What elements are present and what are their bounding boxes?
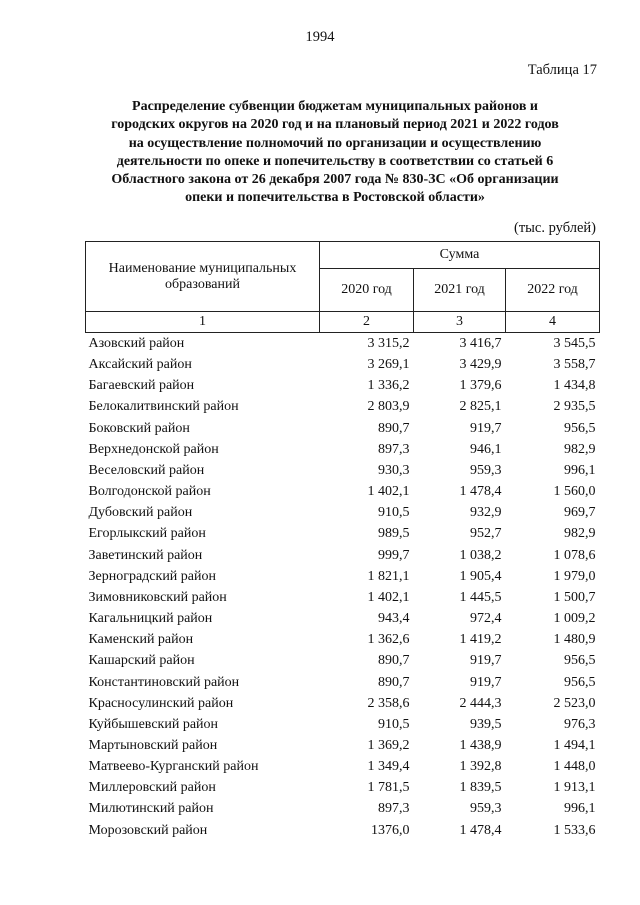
table-row: [86, 396, 600, 417]
district-name: Кашарский район: [88, 653, 195, 669]
table-row: [86, 418, 600, 439]
amount-2022: 1 009,2: [553, 611, 596, 627]
district-name: Азовский район: [88, 336, 185, 351]
district-name: Аксайский район: [88, 357, 192, 373]
table-row: [86, 439, 600, 460]
amount-2022: 2 523,0: [553, 695, 596, 711]
district-name: Кагальницкий район: [88, 611, 213, 627]
district-name: Волгодонской район: [88, 484, 211, 500]
district-name: Багаевский район: [88, 378, 195, 394]
amount-2020: 3 315,2: [367, 336, 410, 351]
table-row: [86, 481, 600, 502]
amount-2021: 946,1: [470, 441, 502, 457]
district-name: Куйбышевский район: [88, 716, 219, 732]
amount-2020: 1 362,6: [367, 632, 410, 648]
district-name: Белокалитвинский район: [88, 399, 239, 415]
district-name: Миллеровский район: [88, 780, 216, 796]
title-line: городских округов на 2020 год и на плановый период 2021 и 2022 годов: [111, 117, 559, 133]
amount-2021: 1 438,9: [459, 737, 502, 753]
table-row: [86, 566, 600, 587]
amount-2021: 1 839,5: [459, 780, 502, 796]
column-header-2021: 2021 год: [414, 269, 506, 312]
amount-2021: 3 429,9: [459, 357, 502, 373]
amount-2022: 1 078,6: [553, 547, 596, 563]
amount-2021: 1 478,4: [459, 822, 502, 838]
amount-2021: 1 419,2: [459, 632, 502, 648]
table-row: [86, 693, 600, 714]
column-header-2020: 2020 год: [320, 269, 414, 312]
table-row: [86, 756, 600, 777]
amount-2020: 1 402,1: [367, 589, 410, 605]
amount-2022: 956,5: [564, 674, 596, 690]
district-name: Константиновский район: [88, 674, 240, 690]
amount-2020: 897,3: [378, 441, 410, 457]
district-name: Веселовский район: [88, 462, 205, 478]
amount-2020: 910,5: [378, 716, 410, 732]
amount-2020: 1376,0: [371, 822, 410, 838]
amount-2020: 1 821,1: [367, 568, 410, 584]
column-header-2022: 2022 год: [506, 269, 600, 312]
amount-2020: 1 781,5: [367, 780, 410, 796]
subvention-table: [85, 241, 600, 841]
amount-2021: 1 905,4: [459, 568, 502, 584]
amount-2021: 972,4: [470, 611, 502, 627]
title-line: деятельности по опеке и попечительству в соответствии со статьей 6: [116, 153, 554, 169]
table-row: [86, 523, 600, 544]
column-number: 3: [414, 312, 506, 333]
amount-2021: 939,5: [470, 716, 502, 732]
amount-2021: 959,3: [470, 462, 502, 478]
amount-2021: 952,7: [470, 526, 502, 542]
amount-2022: 976,3: [564, 716, 596, 732]
amount-2021: 1 392,8: [459, 759, 502, 775]
table-row: [86, 460, 600, 481]
table-row: [86, 354, 600, 375]
amount-2020: 2 358,6: [367, 695, 410, 711]
amount-2022: 956,5: [564, 653, 596, 669]
amount-2021: 1 445,5: [459, 589, 502, 605]
amount-2022: 1 448,0: [553, 759, 596, 775]
amount-2022: 996,1: [564, 462, 596, 478]
amount-2021: 919,7: [470, 653, 502, 669]
amount-2020: 943,4: [378, 611, 410, 627]
amount-2022: 1 913,1: [553, 780, 596, 796]
table-row: [86, 777, 600, 798]
amount-2021: 1 478,4: [459, 484, 502, 500]
district-name: Зимовниковский район: [88, 589, 227, 605]
amount-2020: 3 269,1: [367, 357, 410, 373]
amount-2022: 3 545,5: [553, 336, 596, 351]
amount-2022: 1 533,6: [553, 822, 596, 838]
table-row: [86, 608, 600, 629]
table-row: [86, 375, 600, 396]
district-name: Зерноградский район: [88, 568, 216, 584]
table-body: [86, 333, 600, 841]
amount-2020: 2 803,9: [367, 399, 410, 415]
amount-2020: 890,7: [378, 653, 410, 669]
district-name: Морозовский район: [88, 822, 208, 838]
table-row: [86, 820, 600, 841]
amount-2020: 890,7: [378, 674, 410, 690]
table-label: Таблица 17: [527, 62, 597, 78]
district-name: Красносулинский район: [88, 695, 234, 711]
page-number: 1994: [305, 29, 335, 45]
amount-2022: 996,1: [564, 801, 596, 817]
amount-2020: 999,7: [378, 547, 410, 563]
amount-2021: 919,7: [470, 674, 502, 690]
amount-2022: 1 500,7: [553, 589, 596, 605]
table-row: [86, 333, 600, 355]
table-row: [86, 798, 600, 819]
amount-2021: 932,9: [470, 505, 502, 521]
amount-2022: 956,5: [564, 420, 596, 436]
column-number: 2: [320, 312, 414, 333]
amount-2021: 2 825,1: [459, 399, 502, 415]
district-name: Милютинский район: [88, 801, 214, 817]
title-line: опеки и попечительства в Ростовской области»: [185, 190, 485, 206]
amount-2022: 2 935,5: [553, 399, 596, 415]
table-row: [86, 502, 600, 523]
column-header-name: Наименование муниципальных образований: [86, 242, 320, 312]
amount-2022: 3 558,7: [553, 357, 596, 373]
amount-2020: 989,5: [378, 526, 410, 542]
amount-2020: 1 349,4: [367, 759, 410, 775]
table-row: [86, 650, 600, 671]
amount-2020: 1 336,2: [367, 378, 410, 394]
amount-2022: 1 979,0: [553, 568, 596, 584]
table-row: [86, 735, 600, 756]
district-name: Боковский район: [88, 420, 190, 436]
amount-2021: 919,7: [470, 420, 502, 436]
column-number: 1: [86, 312, 320, 333]
district-name: Матвеево-Курганский район: [88, 759, 259, 775]
amount-2021: 959,3: [470, 801, 502, 817]
amount-2021: 3 416,7: [459, 336, 502, 351]
amount-2021: 1 379,6: [459, 378, 502, 394]
amount-2021: 1 038,2: [459, 547, 502, 563]
district-name: Каменский район: [88, 632, 194, 648]
amount-2020: 897,3: [378, 801, 410, 817]
amount-2020: 910,5: [378, 505, 410, 521]
amount-2020: 890,7: [378, 420, 410, 436]
units-note: (тыс. рублей): [514, 220, 596, 236]
amount-2020: 1 369,2: [367, 737, 410, 753]
amount-2022: 982,9: [564, 526, 596, 542]
amount-2020: 1 402,1: [367, 484, 410, 500]
column-number: 4: [506, 312, 600, 333]
district-name: Дубовский район: [88, 505, 193, 521]
table-row: [86, 629, 600, 650]
amount-2022: 1 480,9: [553, 632, 596, 648]
title-line: на осуществление полномочий по организации и осуществлению: [128, 135, 542, 151]
table-row: [86, 587, 600, 608]
amount-2022: 969,7: [564, 505, 596, 521]
document-title: [60, 98, 610, 208]
district-name: Мартыновский район: [88, 737, 218, 753]
amount-2022: 1 560,0: [553, 484, 596, 500]
table-row: [86, 545, 600, 566]
district-name: Заветинский район: [88, 547, 203, 563]
table-row: [86, 672, 600, 693]
amount-2022: 1 434,8: [553, 378, 596, 394]
district-name: Егорлыкский район: [88, 526, 206, 542]
table-row: [86, 714, 600, 735]
title-line: Областного закона от 26 декабря 2007 года № 830-ЗС «Об организации: [111, 172, 559, 188]
district-name: Верхнедонской район: [88, 441, 219, 457]
amount-2022: 1 494,1: [553, 737, 596, 753]
column-header-sum: Сумма: [320, 242, 600, 269]
amount-2022: 982,9: [564, 441, 596, 457]
title-line: Распределение субвенции бюджетам муниципальных районов и: [132, 99, 538, 114]
amount-2020: 930,3: [378, 462, 410, 478]
amount-2021: 2 444,3: [459, 695, 502, 711]
